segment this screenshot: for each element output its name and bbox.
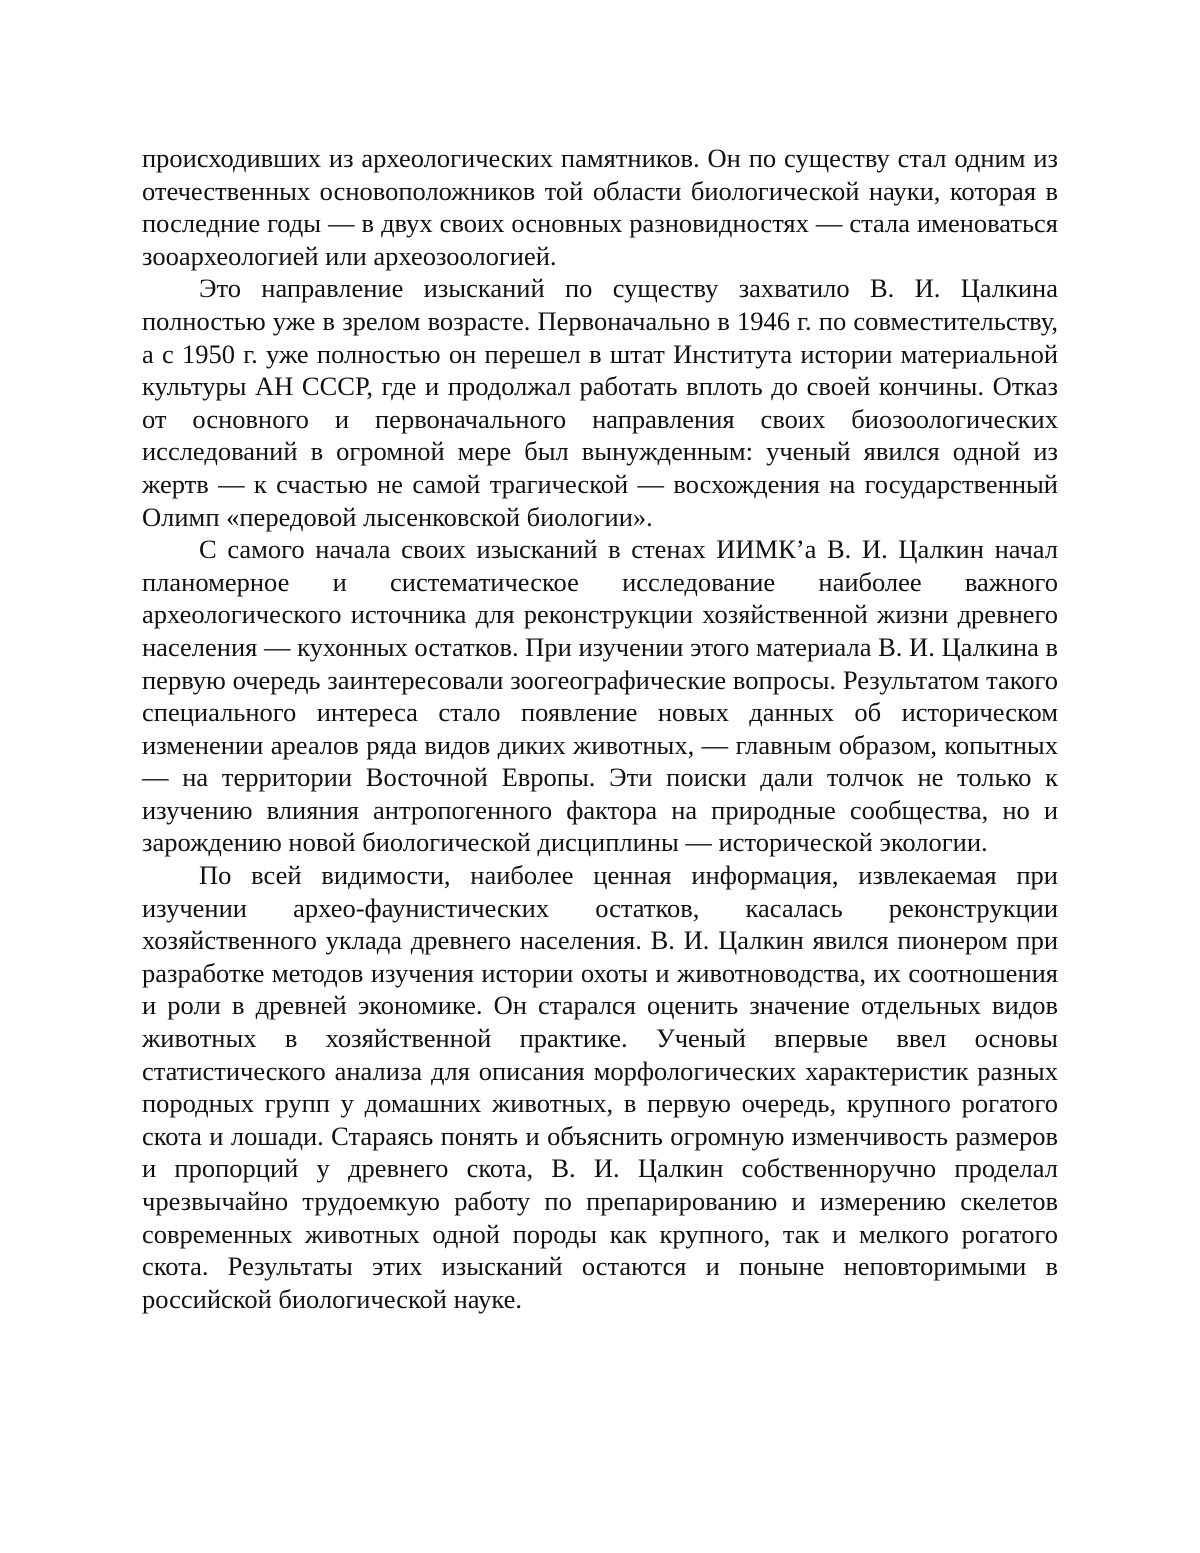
document-page	[142, 142, 1058, 1315]
paragraph-economy-reconstruction: По всей видимости, наиболее ценная информация, извлекаемая при изучении архео-фаунистических остатков, касалась реконструкции хозяйственного уклада древнего населения. В. И. Цалкин явился пионером при разработке методов изучения истории охоты и животноводства, их соотношения и роли в древней экономике. Он старался оценить значение отдельных видов животных в хозяйственной практике. Ученый впервые ввел основы статистического анализа для описания морфологических характеристик разных породных групп у домашних животных, в первую очередь, крупного рогатого скота и лошади. Стараясь понять и объяснить огромную изменчивость размеров и пропорций у древнего скота, В. И. Цалкин собственноручно проделал чрезвычайно трудоемкую работу по препарированию и измерению скелетов современных животных одной породы как крупного, так и мелкого рогатого скота. Результаты этих изысканий остаются и поныне неповторимыми в российской биологической науке.	[142, 860, 1058, 1314]
paragraph-continuation: происходивших из археологических памятников. Он по существу стал одним из отечественных основоположников той области биологической науки, которая в последние годы — в двух своих основных разновидностях — стала именоваться зооархеологией или археозоологией.	[142, 143, 1058, 271]
paragraph-research-direction: Это направление изысканий по существу захватило В. И. Цалкина полностью уже в зрелом возрасте. Первоначально в 1946 г. по совместительству, а с 1950 г. уже полностью он перешел в штат Института истории материальной культуры АН СССР, где и продолжал работать вплоть до своей кончины. Отказ от основного и первоначального направления своих биозоологических исследований в огромной мере был вынужденным: ученый явился одной из жертв — к счастью не самой трагической — восхождения на государственный Олимп «передовой лысенковской биологии».	[142, 273, 1058, 532]
paragraph-iimk-studies: С самого начала своих изысканий в стенах ИИМК’а В. И. Цалкин начал планомерное и систематическое исследование наиболее важного археологического источника для реконструкции хозяйственной жизни древнего населения — кухонных остатков. При изучении этого материала В. И. Цалкина в первую очередь заинтересовали зоогеографические вопросы. Результатом такого специального интереса стало появление новых данных об историческом изменении ареалов ряда видов диких животных, — главным образом, копытных — на территории Восточной Европы. Эти поиски дали толчок не только к изучению влияния антропогенного фактора на природные сообщества, но и зарождению новой биологической дисциплины — исторической экологии.	[142, 534, 1058, 858]
